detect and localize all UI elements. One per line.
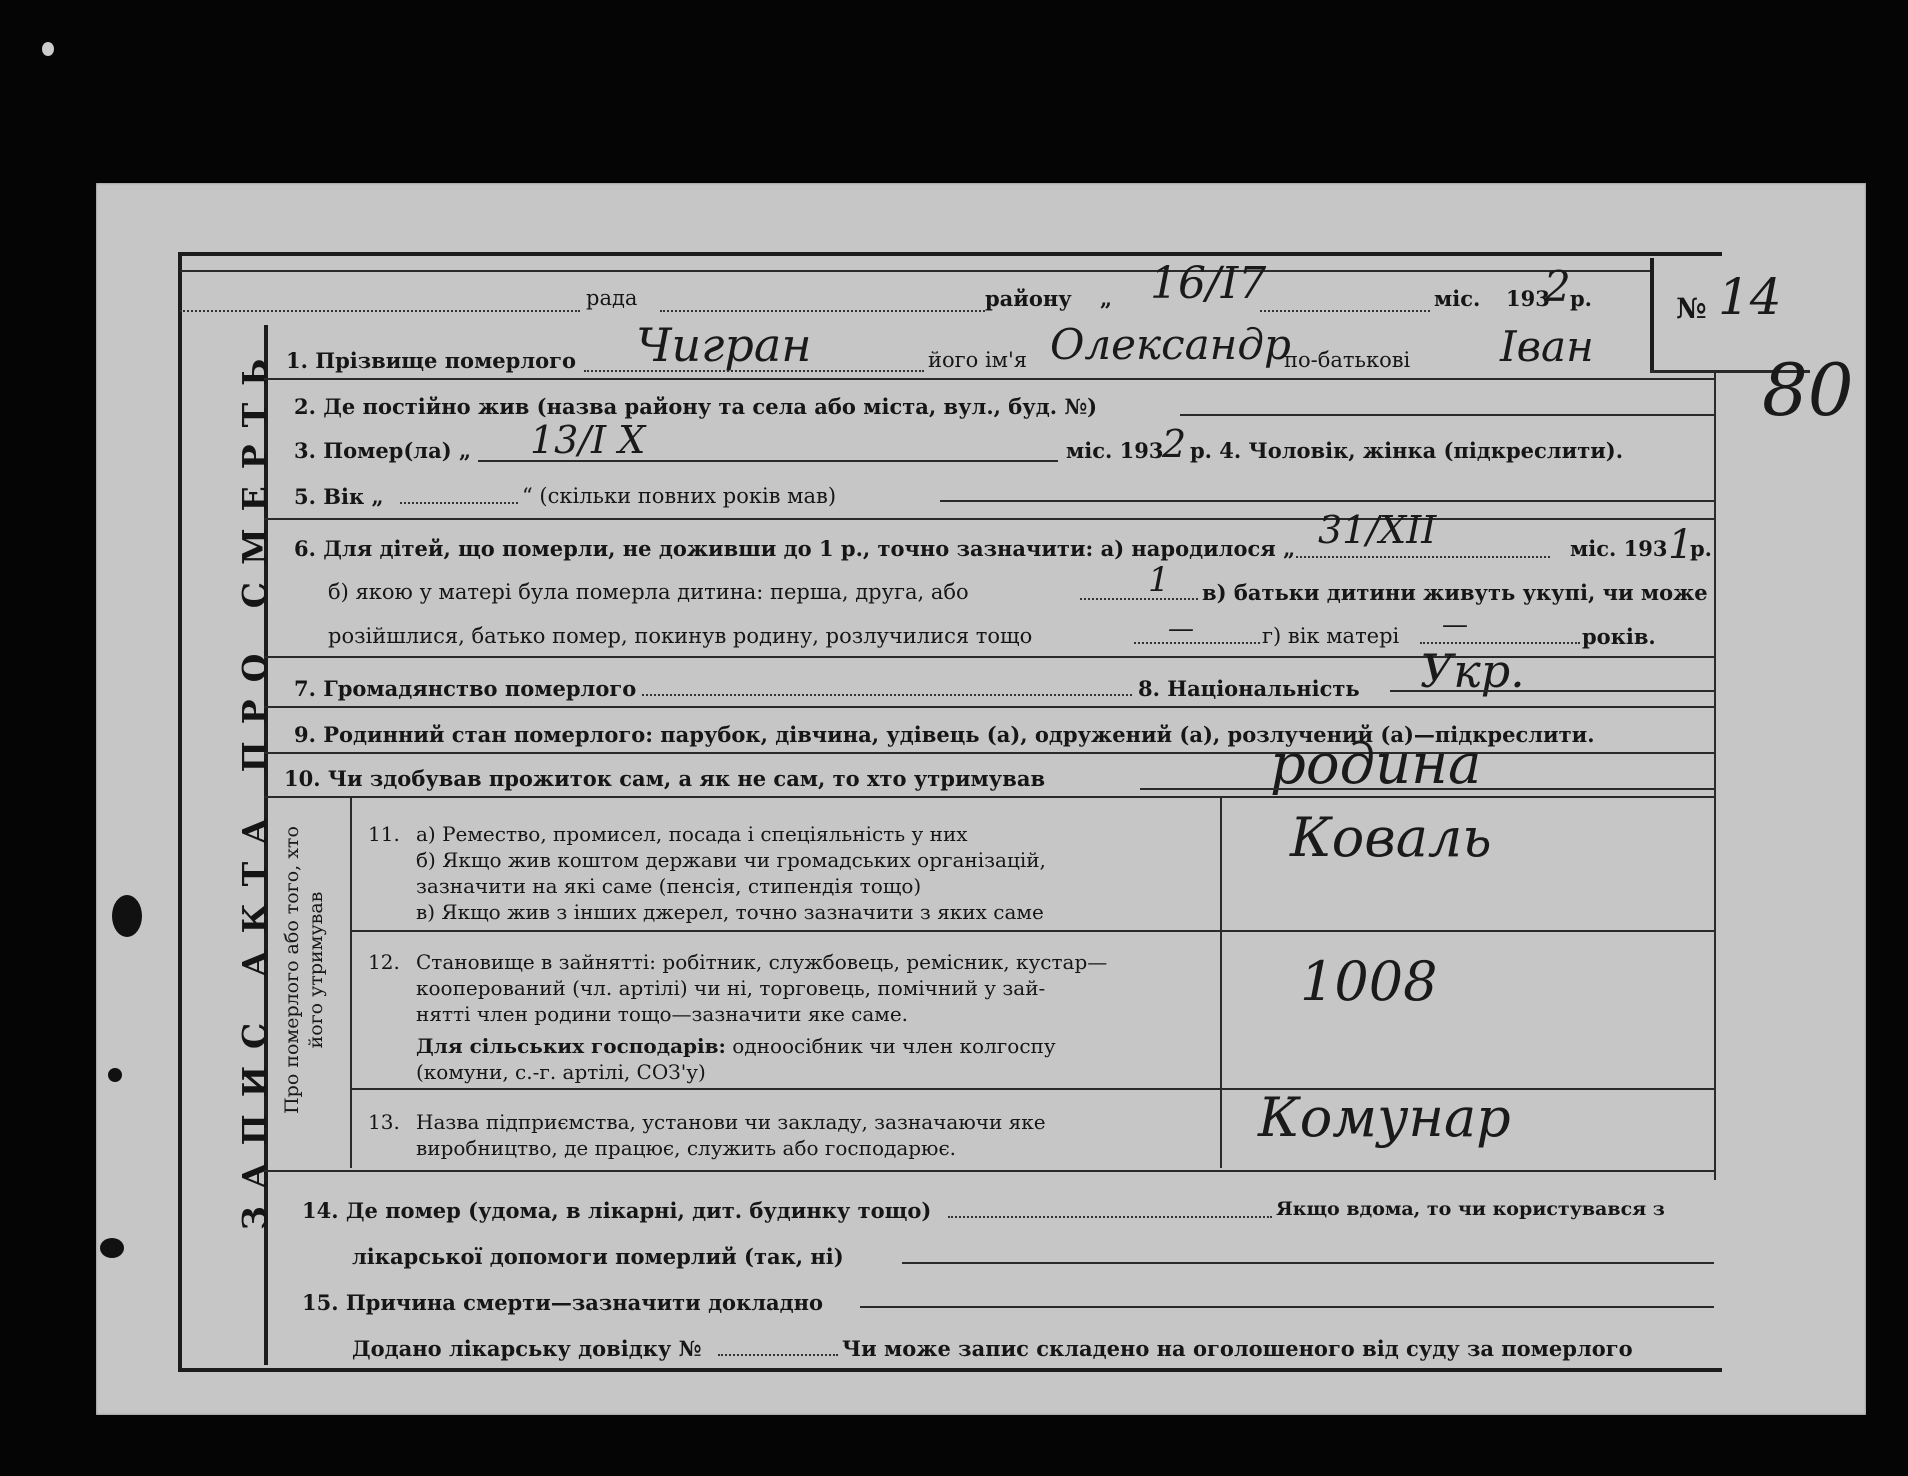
field-12-num: 12. <box>368 950 400 974</box>
field-13-line1: Назва підприємства, установи чи закладу, зазначаючи яке <box>416 1110 1046 1134</box>
parents-line <box>1134 642 1260 644</box>
field-6a-label: 6. Для дітей, що померли, не доживши до 1 р., точно зазначити: а) народилося „ <box>294 536 1296 561</box>
field-11b2: зазначити на які саме (пенсія, стипендія тощо) <box>416 874 922 898</box>
form-title: ЗАПИС АКТА ПРО СМЕРТЬ <box>235 341 274 1230</box>
hole-mark <box>108 1068 122 1082</box>
field-14-line2: лікарської допомоги померлий (так, ні) <box>352 1244 844 1269</box>
raion-line <box>660 310 985 312</box>
section-divider-8 <box>264 1170 1714 1172</box>
field-11-num: 11. <box>368 822 400 846</box>
number-handwritten: 14 <box>1718 268 1782 326</box>
field-14-line <box>902 1262 1714 1264</box>
field-12-line5: (комуни, с.-г. артілі, СОЗ'у) <box>416 1060 706 1084</box>
raion-label: району <box>985 286 1072 311</box>
field-6a-mis: міс. 193 <box>1570 536 1668 561</box>
header-line <box>180 270 1650 272</box>
patronymic-label: по-батькові <box>1284 348 1411 372</box>
field-14-tail: Якщо вдома, то чи користувався з <box>1276 1198 1665 1220</box>
field-10-label: 10. Чи здобував прожиток сам, а як не сам, то хто утримував <box>284 766 1046 791</box>
year-prefix: 193 <box>1506 286 1550 311</box>
first-name-label: його ім'я <box>928 348 1028 372</box>
field-5-label: 5. Вік „ <box>294 484 384 509</box>
block-side-label: Про померлого або того, хто його утримував <box>281 826 327 1114</box>
section-divider-5 <box>264 796 1714 798</box>
child-order-line <box>1080 598 1198 600</box>
field-7-label: 7. Громадянство померлого <box>294 676 637 701</box>
field-12-line2: кооперований (чл. артілі) чи ні, торговець, помічний у зай- <box>416 976 1046 1000</box>
field-15-label: 15. Причина смерти—зазначити докладно <box>302 1290 824 1315</box>
rada-line <box>180 310 580 312</box>
citizenship-line <box>642 694 1132 696</box>
section-divider-3 <box>264 706 1714 708</box>
block-left-border <box>350 796 352 1168</box>
field-12-line4 <box>416 1034 1056 1058</box>
field-14-label: 14. Де помер (удома, в лікарні, дит. будинку тощо) <box>302 1198 932 1223</box>
birth-date-handwritten: 31/XII <box>1318 508 1437 552</box>
patronymic-handwritten: Іван <box>1500 322 1594 371</box>
field-5-line <box>940 500 1715 502</box>
field-12-line3: нятті член родини тощо—зазначити яке саме. <box>416 1002 909 1026</box>
field-16-label: Додано лікарську довідку № <box>352 1336 702 1361</box>
field-6c-label: розійшлися, батько помер, покинув родину, розлучилися тощо <box>328 624 1033 648</box>
field-2-line <box>1180 414 1715 416</box>
section-divider-1 <box>264 518 1714 520</box>
occupation-handwritten: 1008 <box>1300 950 1438 1013</box>
section-divider-6 <box>350 930 1714 932</box>
field-16-tail: Чи може запис складено на оголошеного від суду за померлого <box>842 1336 1633 1361</box>
hole-mark <box>100 1238 124 1258</box>
block-right-border <box>1714 372 1716 1180</box>
margin-number-handwritten: 80 <box>1762 348 1854 432</box>
number-box-left <box>1650 258 1654 372</box>
field-6c-mid: г) вік матері <box>1262 624 1400 648</box>
field-11b: б) Якщо жив коштом держави чи громадських організацій, <box>416 848 1046 872</box>
field-8-label: 8. Національність <box>1138 676 1360 701</box>
birth-date-line <box>1296 556 1550 558</box>
child-order-handwritten: 1 <box>1148 560 1170 600</box>
field-14-place-line <box>948 1216 1272 1218</box>
block-middle-border <box>1220 796 1222 1168</box>
year-r: р. <box>1570 286 1592 311</box>
birth-year-handwritten: 1 <box>1668 522 1694 568</box>
field-3-label: 3. Помер(ла) „ <box>294 438 472 463</box>
field-11a: а) Ремество, промисел, посада і спеціяльність у них <box>416 822 968 846</box>
trade-handwritten: Коваль <box>1290 806 1492 869</box>
field-12-farmers-text: одноосібник чи член колгоспу <box>725 1034 1056 1058</box>
field-12-farmers-label: Для сільських господарів: <box>416 1034 726 1058</box>
parents-handwritten: — <box>1168 614 1194 644</box>
field-3-line <box>478 460 1058 462</box>
death-date-handwritten: 13/I X <box>530 418 646 462</box>
field-13-num: 13. <box>368 1110 400 1134</box>
field-9-label: 9. Родинний стан померлого: парубок, дівчина, удівець (а), одружений (а), розлучений (а)—підкреслити. <box>294 722 1595 747</box>
field-11c: в) Якщо жив з інших джерел, точно зазначити з яких саме <box>416 900 1044 924</box>
surname-handwritten: Чигран <box>636 318 812 372</box>
field-3-mis: міс. 193 <box>1066 438 1164 463</box>
mother-age-handwritten: — <box>1442 610 1468 640</box>
field-12-line1: Становище в зайнятті: робітник, службовець, ремісник, кустар— <box>416 950 1108 974</box>
certificate-no-line <box>718 1354 838 1356</box>
mis-label: міс. <box>1434 286 1481 311</box>
surname-line <box>584 370 924 372</box>
field-1-label: 1. Прізвище померлого <box>286 348 577 373</box>
date-open-quote: „ <box>1100 286 1113 311</box>
first-name-handwritten: Олександр <box>1050 320 1291 369</box>
rada-label: рада <box>586 286 638 310</box>
age-line <box>400 502 518 504</box>
year-handwritten: 2 <box>1544 262 1571 311</box>
hole-mark <box>42 42 54 56</box>
workplace-handwritten: Комунар <box>1258 1086 1511 1149</box>
hole-mark <box>112 895 142 937</box>
field-1-underline <box>264 378 1714 380</box>
nationality-line <box>1390 690 1715 692</box>
field-6b-label: б) якою у матері була померла дитина: перша, друга, або <box>328 580 969 604</box>
supporter-handwritten: родина <box>1270 732 1482 797</box>
field-6a-r: р. <box>1690 536 1712 561</box>
field-2-label: 2. Де постійно жив (назва району та села або міста, вул., буд. №) <box>294 394 1098 419</box>
field-15-line <box>860 1306 1714 1308</box>
date-line <box>1260 310 1430 312</box>
field-13-line2: виробництво, де працює, служить або господарює. <box>416 1136 957 1160</box>
section-divider-4 <box>264 752 1714 754</box>
field-6b-tail: в) батьки дитини живуть укупі, чи може <box>1202 580 1708 605</box>
field-5-tail: “ (скільки повних років мав) <box>522 484 837 508</box>
field-6c-tail: років. <box>1582 624 1656 649</box>
field-10-line <box>1140 788 1715 790</box>
number-label: № <box>1676 292 1707 325</box>
field-3-tail: р. 4. Чоловік, жінка (підкреслити). <box>1190 438 1624 463</box>
date-handwritten: 16/I7 <box>1150 258 1267 309</box>
death-year-handwritten: 2 <box>1162 422 1187 466</box>
nationality-handwritten: Укр. <box>1420 644 1525 698</box>
